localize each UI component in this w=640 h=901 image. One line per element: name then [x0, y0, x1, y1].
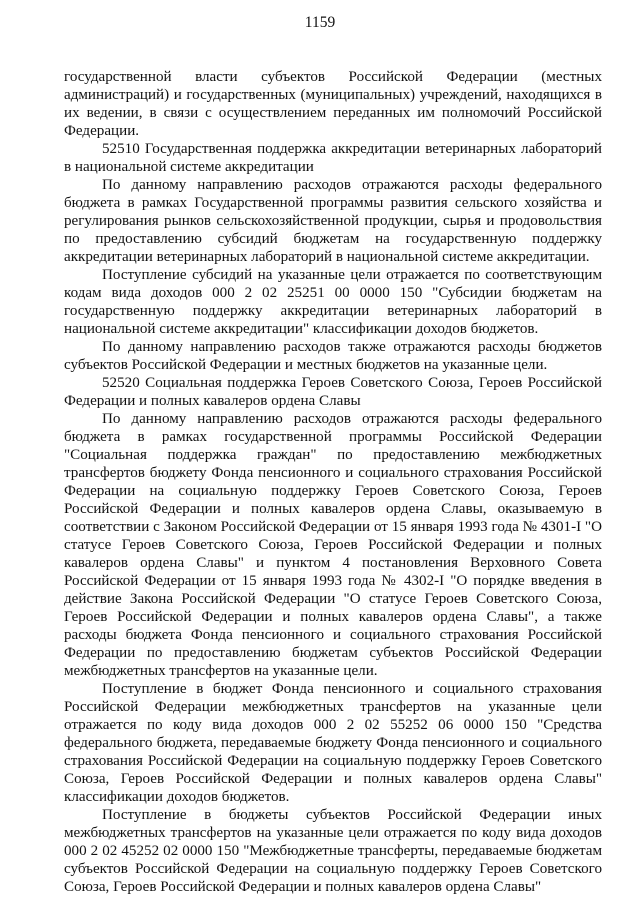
- paragraph: Поступление в бюджеты субъектов Российской Федерации иных межбюджетных трансфертов на указанные цели отражается по коду вида доходов 000 2 02 45252 02 0000 150 "Межбюджетные трансферты, передаваемые бюджетам субъектов Российской Федерации на социальную поддержку Героев Советского Союза, Героев Российской Федерации и полных кавалеров ордена Славы": [64, 807, 602, 895]
- paragraph: По данному направлению расходов отражаются расходы федерального бюджета в рамках государственной программы Российской Федерации "Социальная поддержка граждан" по предоставлению межбюджетных трансфертов бюджету Фонда пенсионного и социального страхования Российской Федерации на социальную поддержку Героев Советского Союза, Героев Российской Федерации и полных кавалеров ордена Славы, оказываемую в соответствии с Законом Российской Федерации от 15 января 1993 года № 4301-I "О статусе Героев Советского Союза, Героев Российской Федерации и полных кавалеров ордена Славы" и пунктом 4 постановления Верховного Совета Российской Федерации от 15 января 1993 года № 4302-I "О порядке введения в действие Закона Российской Федерации "О статусе Героев Советского Союза, Героев Российской Федерации и полных кавалеров ордена Славы", а также расходы бюджета Фонда пенсионного и социального страхования Российской Федерации по предоставлению бюджетам субъектов Российской Федерации межбюджетных трансфертов на указанные цели.: [64, 411, 602, 679]
- section-heading-52520: 52520 Социальная поддержка Героев Советского Союза, Героев Российской Федерации и полных кавалеров ордена Славы: [64, 375, 602, 409]
- paragraph: Поступление субсидий на указанные цели отражается по соответствующим кодам вида доходов 000 2 02 25251 00 0000 150 "Субсидии бюджетам на государственную поддержку аккредитации ветеринарных лабораторий в национальной системе аккредитации" классификации доходов бюджетов.: [64, 267, 602, 337]
- section-heading-52510: 52510 Государственная поддержка аккредитации ветеринарных лабораторий в национальной системе аккредитации: [64, 141, 602, 175]
- paragraph: По данному направлению расходов отражаются расходы федерального бюджета в рамках Государственной программы развития сельского хозяйства и регулирования рынков сельскохозяйственной продукции, сырья и продовольствия по предоставлению субсидий бюджетам на государственную поддержку аккредитации ветеринарных лабораторий в национальной системе аккредитации.: [64, 177, 602, 265]
- paragraph-continuation: государственной власти субъектов Российской Федерации (местных администраций) и государственных (муниципальных) учреждений, находящихся в их ведении, в связи с осуществлением переданных им полномочий Российской Федерации.: [64, 69, 602, 139]
- page-number: 1159: [304, 14, 336, 31]
- document-body: [64, 68, 602, 896]
- paragraph: По данному направлению расходов также отражаются расходы бюджетов субъектов Российской Федерации и местных бюджетов на указанные цели.: [64, 339, 602, 373]
- paragraph: Поступление в бюджет Фонда пенсионного и социального страхования Российской Федерации межбюджетных трансфертов на указанные цели отражается по коду вида доходов 000 2 02 55252 06 0000 150 "Средства федерального бюджета, передаваемые бюджету Фонда пенсионного и социального страхования Российской Федерации на социальную поддержку Героев Советского Союза, Героев Российской Федерации и полных кавалеров ордена Славы" классификации доходов бюджетов.: [64, 681, 602, 805]
